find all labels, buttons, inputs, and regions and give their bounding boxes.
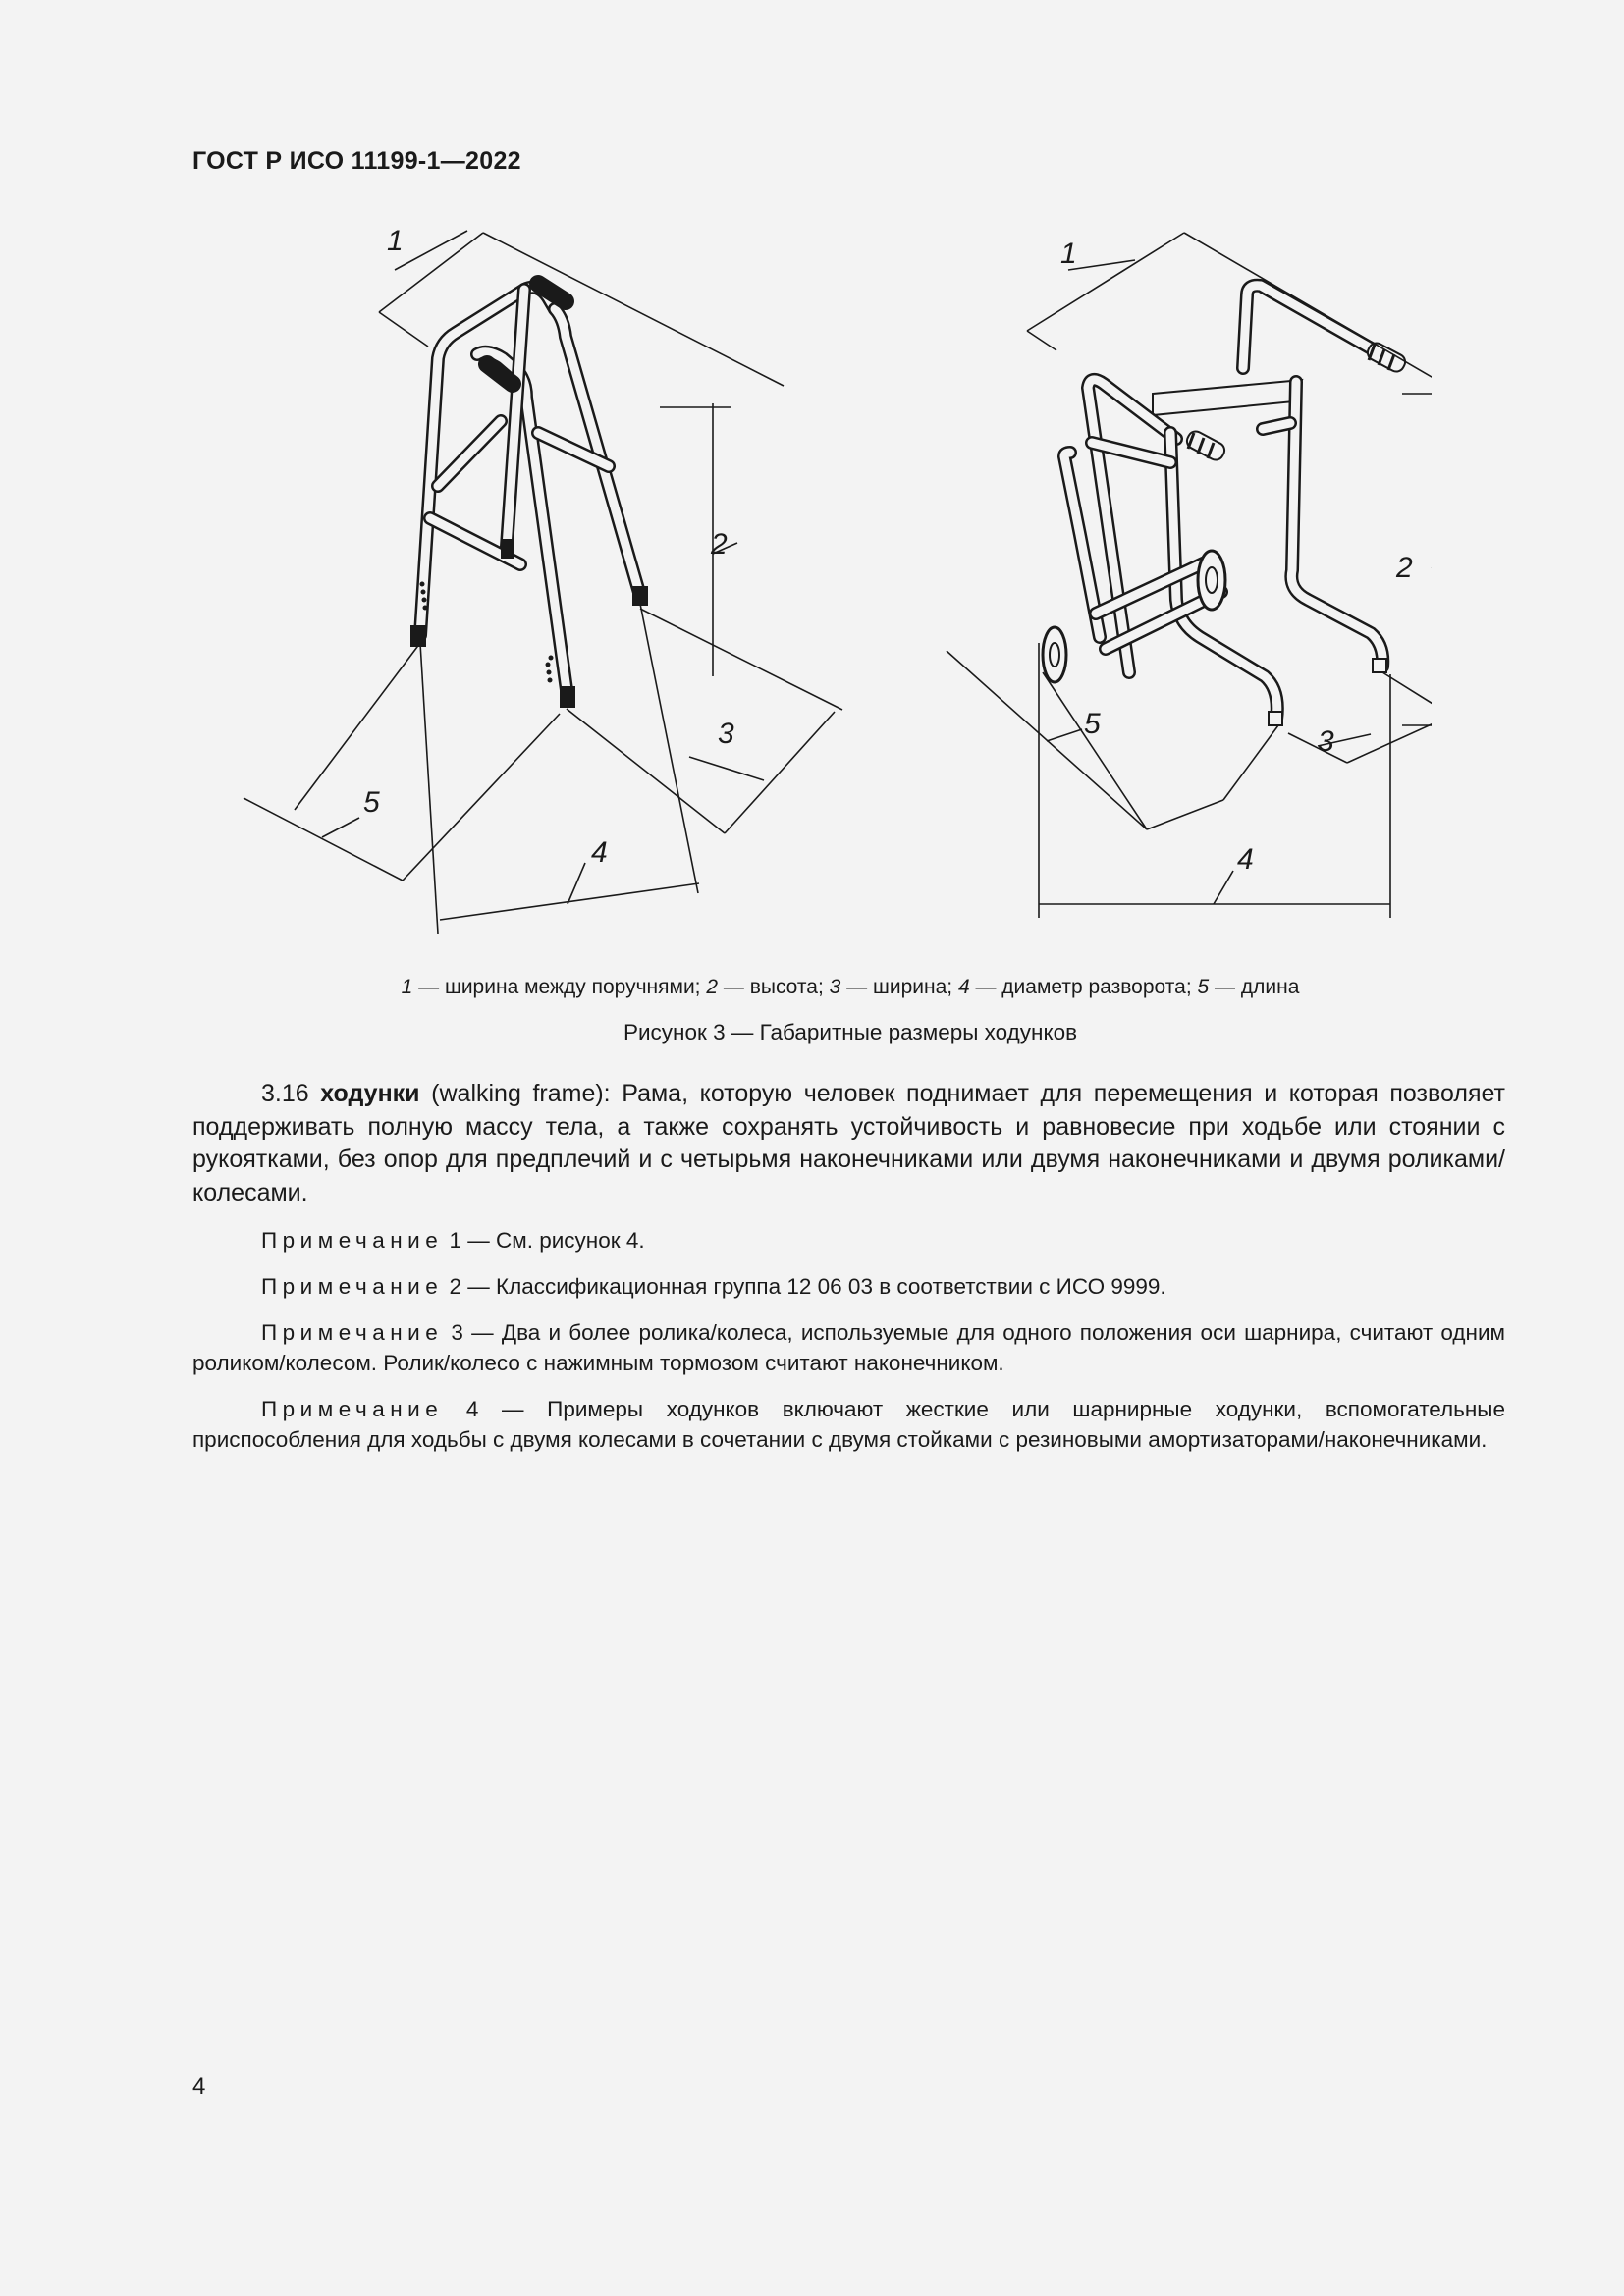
note-2: Примечание 2 — Классификационная группа 12 06 03 в соответствии с ИСО 9999.: [261, 1274, 1166, 1299]
figure-legend: 1 — ширина между поручнями; 2 — высота; 3 — ширина; 4 — диаметр разворота; 5 — длина: [401, 976, 1300, 998]
label-1-right: 1: [1060, 238, 1077, 270]
rollator-drawing: [1043, 286, 1408, 725]
definition-number: 3.16: [261, 1080, 321, 1107]
definition-paragraph: [192, 1078, 1505, 1209]
note-1: Примечание 1 — См. рисунок 4.: [261, 1228, 645, 1253]
label-3-left: 3: [718, 718, 734, 750]
figure-caption: Рисунок 3 — Габаритные размеры ходунков: [623, 1020, 1078, 1044]
walker-frame-drawing: [410, 284, 648, 708]
walker-drawings: [192, 211, 1432, 957]
figure-walking-frames: [192, 211, 1432, 957]
document-header: ГОСТ Р ИСО 11199-1—2022: [192, 147, 521, 175]
label-5-right: 5: [1084, 708, 1101, 740]
definition-text: (walking frame): Рама, которую человек поднимает для перемещения и которая позволяет поддерживать полную массу тела, а также сохранять устойчивость и равновесие при ходьбе или стоянии с рукоятками, без опор для предплечий и с четырьмя наконечниками или двумя наконечниками и двумя роликами/колесами.: [192, 1080, 1506, 1206]
page-number: 4: [192, 2073, 206, 2100]
note-3: Примечание 3 — Два и более ролика/колеса, используемые для одного положения оси шарнира, считают одним роликом/колесом. Ролик/колесо с нажимным тормозом считают наконечником.: [192, 1320, 1505, 1375]
note-4: Примечание 4 — Примеры ходунков включают жесткие или шарнирные ходунки, вспомогательные приспособления для ходьбы с двумя колесами в сочетании с двумя стойками с резиновыми амортизаторами/наконечниками.: [192, 1397, 1505, 1452]
definition-term: ходунки: [320, 1080, 420, 1107]
label-2-right: 2: [1396, 552, 1413, 584]
dimension-lines-left: [244, 231, 842, 934]
label-4-right: 4: [1237, 843, 1254, 876]
label-4-left: 4: [591, 836, 608, 869]
label-3-right: 3: [1318, 725, 1334, 758]
label-1-left: 1: [387, 225, 404, 257]
label-2-left: 2: [711, 528, 728, 561]
label-5-left: 5: [363, 786, 380, 819]
